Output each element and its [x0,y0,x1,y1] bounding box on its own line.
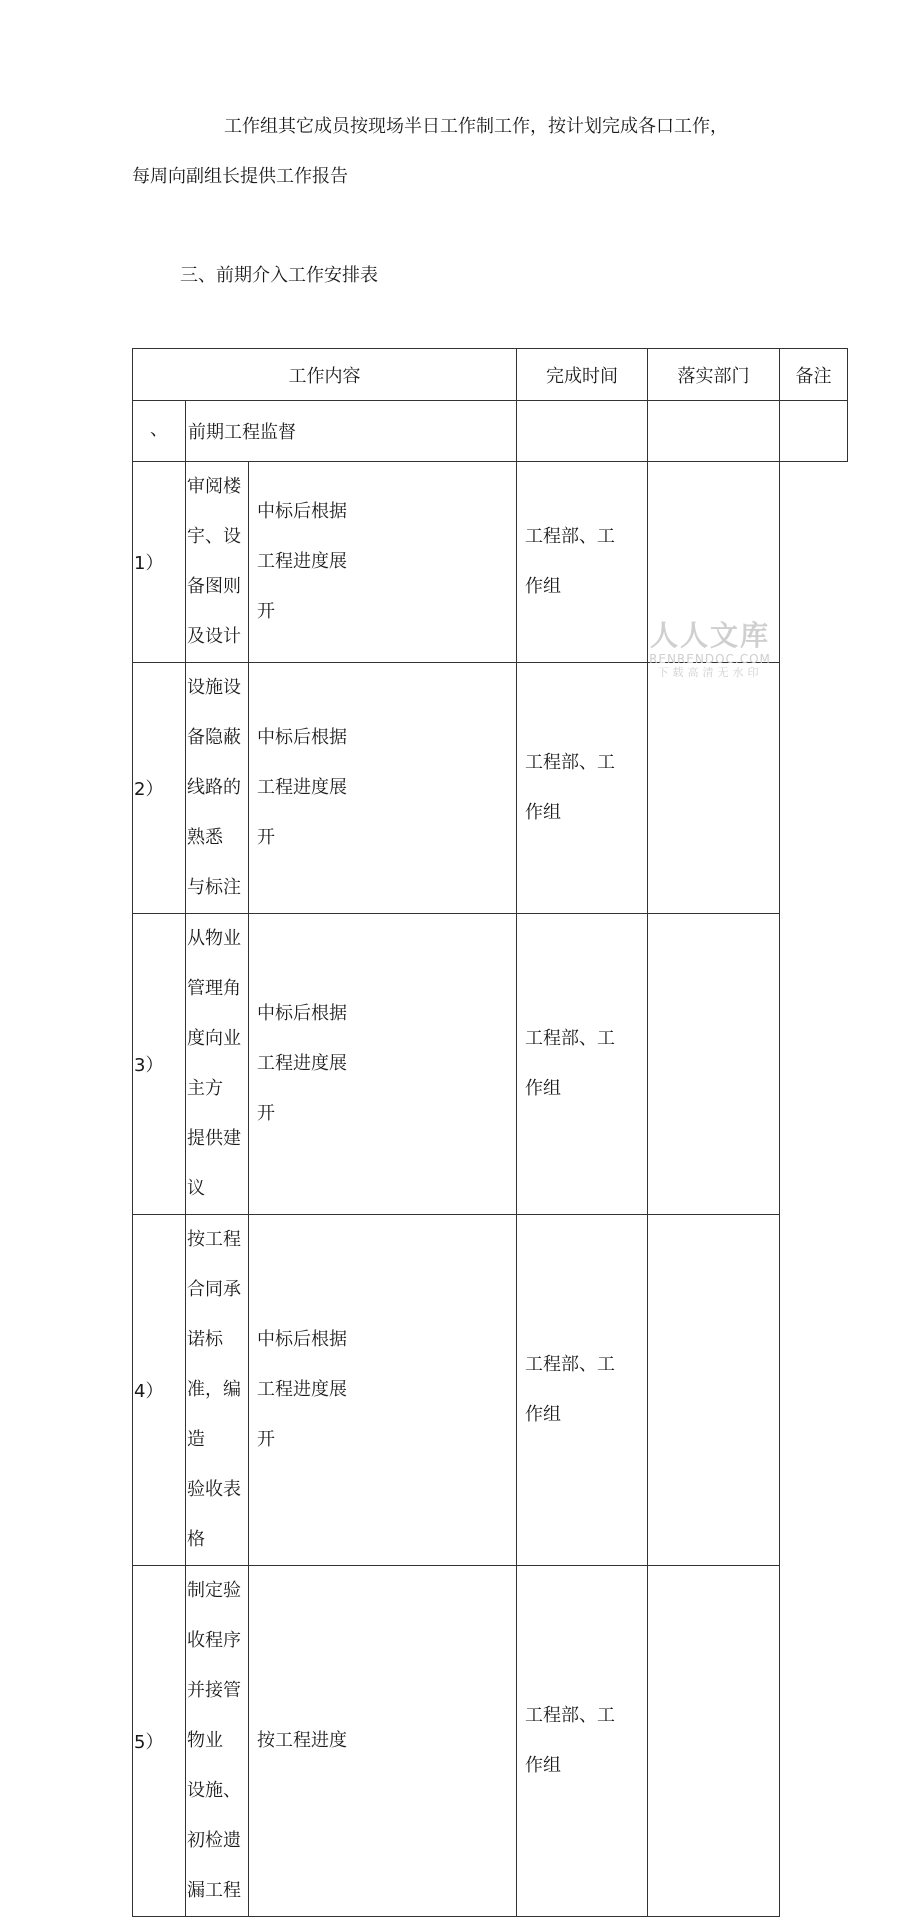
item-time-line: 工程进度展 [257,551,347,572]
item-time-line: 工程进度展 [257,1379,347,1400]
section-dept-empty [648,401,780,462]
section-time-empty [517,401,648,462]
item-time-line: 按工程进度 [257,1730,347,1751]
item-note [648,1566,780,1917]
intro-line1-text: 工作组其它成员按现场半日工作制工作，按计划完成各口工作， [224,116,728,137]
item-time-line: 中标后根据 [257,1003,347,1024]
item-content [186,462,249,663]
item-note [648,1215,780,1566]
item-dept-line: 作组 [525,576,562,597]
section-row [133,401,848,462]
table-row [133,1566,848,1917]
item-time [249,462,517,663]
section-note-empty [780,401,848,462]
item-content-line: 设施设备隐蔽线路的熟悉 [187,677,241,848]
item-time-line: 工程进度展 [257,1053,347,1074]
item-note [648,663,780,914]
item-dept [517,914,648,1215]
item-number: 3） [133,914,186,1215]
item-dept-line: 工程部、工 [525,1354,616,1375]
item-number: 4） [133,1215,186,1566]
item-dept-line: 工程部、工 [525,526,616,547]
table-row [133,462,848,663]
item-content [186,663,249,914]
item-dept-line: 工程部、工 [525,1705,616,1726]
item-time [249,1215,517,1566]
item-content [186,1215,249,1566]
item-dept-line: 作组 [525,1078,562,1099]
section-mark: 、 [133,401,186,462]
item-dept-line: 作组 [525,1755,562,1776]
item-content-line: 与标注 [187,877,241,898]
header-note: 备注 [780,349,848,401]
item-content-line: 从物业管理角度向业主方 [187,928,241,1099]
intro-line2-text: 每周向副组长提供工作报告 [132,166,348,187]
work-arrangement-table [132,348,848,1917]
table-row [133,1215,848,1566]
item-dept [517,462,648,663]
item-number: 2） [133,663,186,914]
watermark-title: 人人文库 [649,619,770,652]
watermark-sub: 下载高清无水印 [657,666,763,679]
item-note [648,462,780,663]
item-time [249,914,517,1215]
item-time-line: 开 [257,601,275,622]
item-time-line: 开 [257,1429,275,1450]
intro-paragraph-line2 [132,152,832,202]
table-row [133,663,848,914]
table-header-row [133,349,848,401]
section-heading: 三、前期介入工作安排表 [180,265,378,286]
item-content-line: 制定验收程序并接管物业 [187,1580,241,1751]
item-time-line: 中标后根据 [257,501,347,522]
item-time-line: 中标后根据 [257,1329,347,1350]
item-content [186,914,249,1215]
section-title: 前期工程监督 [186,401,517,462]
item-note [648,914,780,1215]
item-dept [517,663,648,914]
item-content [186,1566,249,1917]
header-time: 完成时间 [517,349,648,401]
item-number: 1） [133,462,186,663]
item-content-line: 提供建议 [187,1128,241,1199]
item-dept [517,1215,648,1566]
item-number: 5） [133,1566,186,1917]
item-content-line: 验收表格 [187,1479,241,1550]
item-time-line: 中标后根据 [257,727,347,748]
item-dept [517,1566,648,1917]
item-content-line: 审阅楼宇、设备图则及设计 [187,476,241,647]
intro-paragraph-line1 [132,102,832,152]
header-dept: 落实部门 [648,349,780,401]
watermark-url: RENRENDOC.COM [649,652,771,666]
item-time-line: 工程进度展 [257,777,347,798]
item-dept-line: 作组 [525,1404,562,1425]
item-dept-line: 工程部、工 [525,1028,616,1049]
item-time-line: 开 [257,1103,275,1124]
item-content-line: 设施、初检遗漏工程 [187,1780,241,1901]
item-dept-line: 工程部、工 [525,752,616,773]
item-time [249,1566,517,1917]
item-dept-line: 作组 [525,802,562,823]
item-time [249,663,517,914]
item-content-line: 按工程合同承诺标准，编造 [187,1229,241,1450]
table-row [133,914,848,1215]
header-content: 工作内容 [133,349,517,401]
item-time-line: 开 [257,827,275,848]
